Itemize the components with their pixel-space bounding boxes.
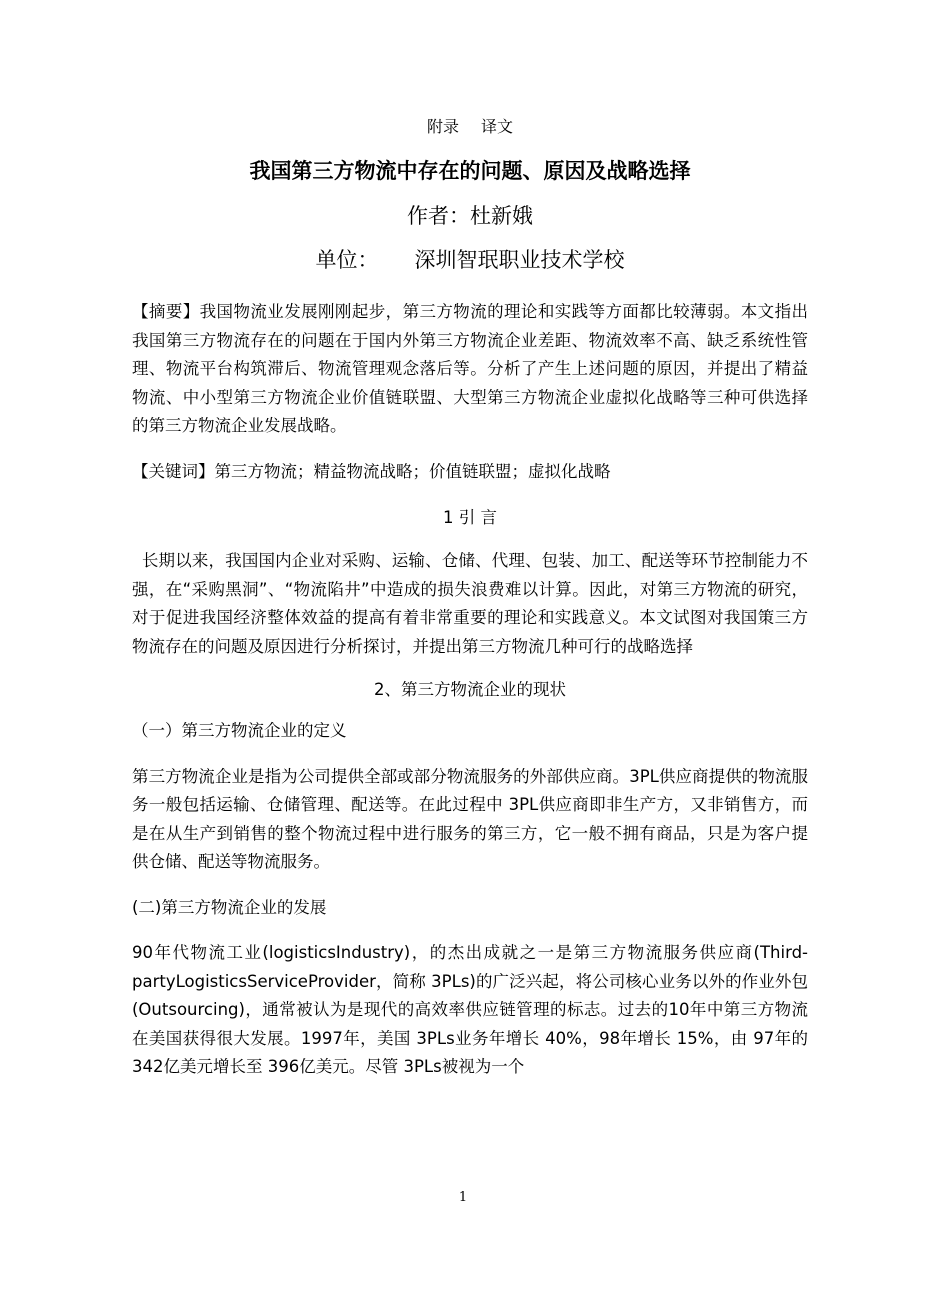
appendix-heading [132, 112, 808, 142]
section-heading-status: 2、第三方物流企业的现状 [374, 680, 566, 699]
unit-line [132, 244, 808, 276]
subsection-heading-definition: （一）第三方物流企业的定义 [132, 721, 347, 740]
development-paragraph: 90年代物流工业(logisticsIndustry)，的杰出成就之一是第三方物流服务供应商(Third-partyLogisticsServiceProvider，简称 3PLs)的广泛兴起，将公司核心业务以外的作业外包(Outsourcing)，通常被认为是现代的高效率供应链管理的标志。过去的10年中第三方物流在美国获得很大发展。1997年，美国 3PLs业务年增长 40%，98年增长 15%，由 97年的 342亿美元增长至 396亿美元。尽管 3PLs被视为一个 [132, 943, 808, 1076]
appendix-label: 附录 [426, 117, 459, 136]
subsection-heading-development: (二)第三方物流企业的发展 [132, 897, 327, 917]
unit-label: 单位： [315, 248, 379, 272]
section-heading-intro: 1 引 言 [443, 508, 497, 527]
paper-title: 我国第三方物流中存在的问题、原因及战略选择 [249, 159, 691, 183]
unit-name: 深圳智珉职业技术学校 [414, 248, 625, 272]
author-line: 作者：杜新娥 [407, 204, 533, 228]
page-content [132, 112, 808, 1082]
abstract-paragraph: 【摘要】我国物流业发展刚刚起步，第三方物流的理论和实践等方面都比较薄弱。本文指出我国第三方物流存在的问题在于国内外第三方物流企业差距、物流效率不高、缺乏系统性管理、物流平台构筑滞后、物流管理观念落后等。分析了产生上述问题的原因，并提出了精益物流、中小型第三方物流企业价值链联盟、大型第三方物流企业虚拟化战略等三种可供选择的第三方物流企业发展战略。 [132, 302, 808, 435]
definition-paragraph: 第三方物流企业是指为公司提供全部或部分物流服务的外部供应商。3PL供应商提供的物流服务一般包括运输、仓储管理、配送等。在此过程中 3PL供应商即非生产方，又非销售方，而是在从生产到销售的整个物流过程中进行服务的第三方，它一般不拥有商品，只是为客户提供仓储、配送等物流服务。 [132, 766, 808, 871]
translation-label: 译文 [481, 117, 514, 136]
page-number: 1 [458, 1190, 468, 1205]
intro-paragraph: 长期以来，我国国内企业对采购、运输、仓储、代理、包装、加工、配送等环节控制能力不强，在“采购黑洞”、“物流陷井”中造成的损失浪费难以计算。因此，对第三方物流的研究，对于促进我国经济整体效益的提高有着非常重要的理论和实践意义。本文试图对我国策三方物流存在的问题及原因进行分析探讨，并提出第三方物流几种可行的战略选择 [132, 551, 808, 656]
keywords-paragraph: 【关键词】第三方物流；精益物流战略；价值链联盟；虚拟化战略 [132, 461, 611, 481]
